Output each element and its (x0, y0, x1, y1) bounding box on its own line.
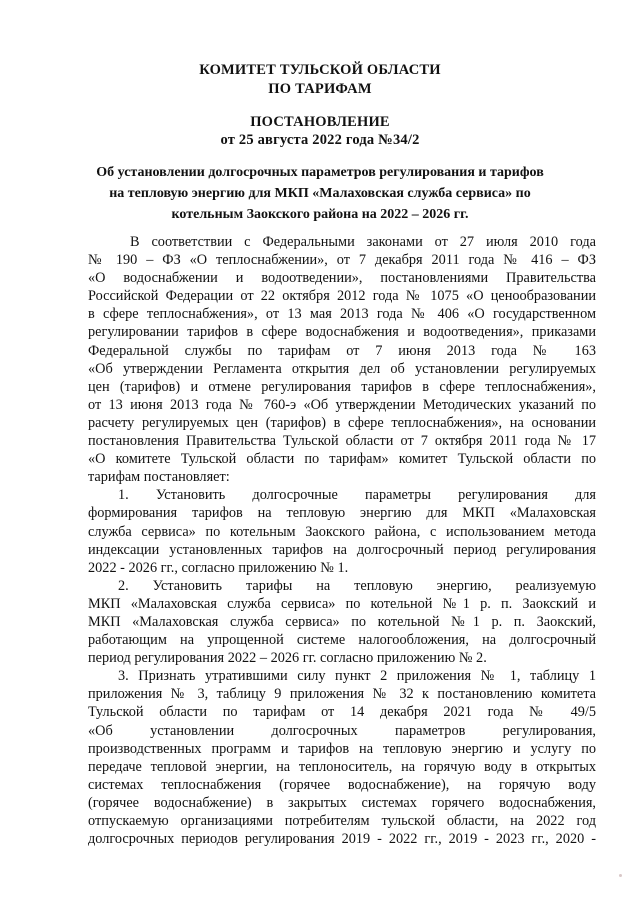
body-line: 2. Установить тарифы на тепловую энергию, реализуемую (118, 577, 596, 594)
body-line: приложения № 3, таблицу 9 приложения № 32 к постановлению комитета (88, 686, 596, 703)
document-date-number: от 25 августа 2022 года №34/2 (220, 132, 420, 148)
body-line: «О комитете Тульской области по тарифам» комитет Тульской области по (88, 451, 596, 468)
body-line: тарифам постановляет: (88, 469, 230, 486)
body-line: расчету регулируемых цен (тарифов) в сфере теплоснабжения», на основании (88, 414, 596, 431)
body-line: отпускаемую организациями потребителям тульской области, на 2022 год (88, 813, 596, 829)
body-line: (горячее водоснабжение) в закрытых системах горячего водоснабжения, (88, 794, 596, 811)
scan-speck (619, 874, 622, 877)
body-line: долгосрочных периодов регулирования 2019 - 2022 гг., 2019 - 2023 гг., 2020 - (88, 831, 596, 848)
body-line: 3. Признать утратившими силу пункт 2 приложения № 1, таблицу 1 (118, 668, 596, 685)
title-line: Об установлении долгосрочных параметров регулирования и тарифов (96, 165, 544, 180)
document-title (92, 162, 548, 225)
committee-name-line2: ПО ТАРИФАМ (268, 81, 372, 97)
committee-name-line1: КОМИТЕТ ТУЛЬСКОЙ ОБЛАСТИ (199, 62, 441, 78)
body-line: от 13 июня 2013 года № 760-э «Об утверждении Методических указаний по (88, 396, 596, 413)
body-line: индексации установленных тарифов на долгосрочный период регулирования (88, 541, 596, 558)
body-line: работающим на упрощенной системе налогообложения, на долгосрочный (88, 632, 596, 649)
body-line: МКП «Малаховская служба сервиса» по котельной №1 р. п. Заокский и (88, 595, 596, 612)
title-line: котельным Заокского района на 2022 – 2026 гг. (171, 207, 469, 222)
body-line: передаче тепловой энергии, на теплоноситель, на горячую воду в открытых (88, 758, 596, 775)
body-line: 1. Установить долгосрочные параметры регулирования для (118, 487, 596, 504)
body-line: производственных программ и тарифов на тепловую энергию и услугу по (88, 740, 596, 757)
body-line: формирования тарифов на тепловую энергию для МКП «Малаховская (88, 505, 596, 522)
document-type: ПОСТАНОВЛЕНИЕ (250, 114, 390, 130)
body-line: Тульской области по тарифам от 14 декабря 2021 года № 49/5 (88, 704, 596, 721)
body-line: «Об установлении долгосрочных параметров регулирования, (88, 722, 596, 739)
body-line: служба сервиса» по котельным Заокского района, с использованием метода (88, 523, 596, 540)
body-line: системах теплоснабжения (горячее водоснабжение), на горячую воду (88, 776, 596, 793)
body-line: Российской Федерации от 22 октября 2012 года № 1075 «О ценообразовании (88, 288, 596, 305)
body-line: «О водоснабжении и водоотведении», постановлениями Правительства (88, 270, 596, 287)
body-line: постановления Правительства Тульской области от 7 октября 2011 года № 17 (88, 433, 596, 450)
body-line: «Об утверждении Регламента открытия дел об установлении регулируемых (88, 360, 596, 377)
body-line: 2022 - 2026 гг., согласно приложению № 1. (88, 559, 349, 576)
body-line: № 190 – ФЗ «О теплоснабжении», от 7 декабря 2011 года № 416 – ФЗ (88, 252, 596, 269)
body-line: цен (тарифов) и отмене регулирования тарифов в сфере теплоснабжения», (88, 378, 596, 395)
body-line: период регулирования 2022 – 2026 гг. согласно приложению № 2. (88, 650, 487, 667)
document-body (88, 233, 596, 848)
body-line: регулировании тарифов в сфере водоснабжения и водоотведения», приказами (88, 324, 596, 341)
title-line: на тепловую энергию для МКП «Малаховская служба сервиса» по (109, 186, 531, 201)
body-line: МКП «Малаховская служба сервиса» по котельной №1 р. п. Заокский, (88, 613, 596, 630)
body-line: в сфере теплоснабжения», от 13 мая 2013 года № 406 «О государственном (88, 306, 596, 323)
body-line: В соответствии с Федеральными законами от 27 июля 2010 года (130, 234, 596, 250)
body-line: Федеральной службы по тарифам от 7 июня 2013 года № 163 (88, 342, 596, 359)
